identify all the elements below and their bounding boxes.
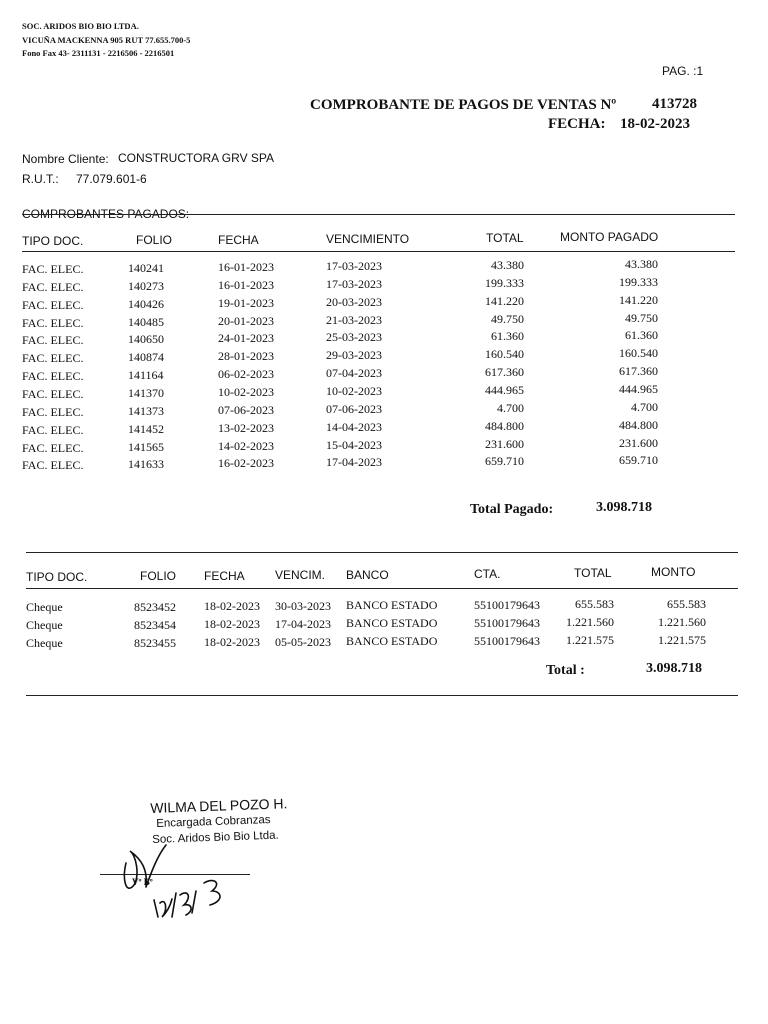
cell-folio: 8523455 — [134, 635, 176, 650]
cell-folio: 8523452 — [134, 599, 176, 614]
cell-monto: 1.221.560 — [658, 614, 706, 629]
cell-monto-pagado: 444.965 — [619, 381, 658, 396]
cell-total: 484.800 — [485, 418, 524, 433]
col-header-folio: FOLIO — [136, 233, 173, 247]
cell-monto: 655.583 — [667, 596, 706, 611]
cell-vencimiento: 14-04-2023 — [326, 419, 382, 434]
total-value: 3.098.718 — [646, 661, 702, 676]
cell-monto-pagado: 199.333 — [619, 274, 658, 289]
client-rut-label: R.U.T.: — [22, 172, 59, 186]
cell-banco: BANCO ESTADO — [346, 634, 438, 648]
cell-monto-pagado: 617.360 — [619, 364, 658, 379]
col-header-banco: BANCO — [346, 568, 389, 582]
cell-monto-pagado: 141.220 — [619, 292, 658, 307]
cell-total: 1.221.575 — [566, 633, 614, 647]
divider — [22, 214, 735, 215]
cell-monto: 1.221.575 — [658, 632, 706, 647]
cell-vencimiento: 07-06-2023 — [326, 401, 382, 416]
cell-folio: 140485 — [128, 314, 164, 329]
cell-vencimiento: 25-03-2023 — [326, 330, 382, 345]
cell-total: 617.360 — [485, 365, 524, 380]
cell-folio: 140273 — [128, 278, 164, 293]
client-rut: 77.079.601-6 — [76, 172, 147, 186]
cell-total: 1.221.560 — [566, 615, 614, 629]
cell-tipo-doc: FAC. ELEC. — [22, 262, 84, 276]
divider — [26, 695, 738, 696]
col-header-tipo-doc: TIPO DOC. — [26, 570, 88, 584]
col-header-fecha: FECHA — [218, 233, 259, 247]
cell-vencim: 05-05-2023 — [275, 634, 331, 649]
company-address: VICUÑA MACKENNA 905 RUT 77.655.700-5 — [22, 35, 191, 45]
cell-tipo-doc: FAC. ELEC. — [22, 315, 84, 330]
cell-monto-pagado: 231.600 — [619, 435, 658, 450]
document-title: COMPROBANTE DE PAGOS DE VENTAS Nº — [310, 97, 617, 113]
cell-total: 4.700 — [497, 400, 524, 415]
total-label: Total : — [546, 663, 585, 678]
cell-total: 61.360 — [491, 329, 524, 344]
cell-vencimiento: 21-03-2023 — [326, 312, 382, 327]
cell-folio: 140650 — [128, 332, 164, 347]
cell-vencimiento: 15-04-2023 — [326, 437, 382, 452]
cell-folio: 141164 — [128, 368, 164, 383]
col-header-folio: FOLIO — [140, 569, 177, 583]
cell-fecha: 20-01-2023 — [218, 313, 274, 328]
cell-folio: 141370 — [128, 385, 164, 400]
cell-tipo-doc: FAC. ELEC. — [22, 297, 84, 312]
cell-folio: 141565 — [128, 439, 164, 454]
cell-vencimiento: 29-03-2023 — [326, 348, 382, 363]
cell-cta: 55100179643 — [474, 597, 540, 612]
col-header-total: TOTAL — [574, 566, 612, 580]
cell-tipo-doc: Cheque — [26, 618, 63, 632]
cell-fecha: 19-01-2023 — [218, 295, 274, 310]
cell-fecha: 18-02-2023 — [204, 599, 260, 613]
divider — [26, 588, 738, 589]
company-name: SOC. ARIDOS BIO BIO LTDA. — [22, 21, 139, 31]
page-number: PAG. :1 — [662, 64, 704, 78]
cell-cta: 55100179643 — [474, 633, 540, 648]
cell-folio: 8523454 — [134, 617, 176, 632]
cell-fecha: 28-01-2023 — [218, 349, 274, 364]
cell-tipo-doc: FAC. ELEC. — [22, 351, 84, 366]
cell-tipo-doc: FAC. ELEC. — [22, 279, 84, 294]
total-pagado-value: 3.098.718 — [596, 500, 652, 515]
cell-fecha: 18-02-2023 — [204, 617, 260, 631]
handwritten-signature-icon — [96, 825, 266, 935]
divider — [22, 251, 735, 252]
cell-vencimiento: 17-03-2023 — [326, 259, 382, 273]
cell-fecha: 06-02-2023 — [218, 367, 274, 382]
cell-folio: 140426 — [128, 296, 164, 311]
cell-folio: 140241 — [128, 261, 164, 275]
cell-vencim: 17-04-2023 — [275, 616, 331, 631]
divider — [26, 552, 738, 553]
cell-total: 49.750 — [491, 311, 524, 326]
cell-fecha: 16-01-2023 — [218, 260, 274, 274]
cell-fecha: 10-02-2023 — [218, 384, 274, 399]
cell-monto-pagado: 43.380 — [625, 257, 658, 271]
col-header-fecha: FECHA — [204, 569, 245, 583]
cell-vencimiento: 20-03-2023 — [326, 294, 382, 309]
company-phone: Fono Fax 43- 2311131 - 2216506 - 2216501 — [22, 48, 175, 58]
cell-fecha: 18-02-2023 — [204, 635, 260, 649]
cell-banco: BANCO ESTADO — [346, 616, 438, 630]
col-header-monto: MONTO — [651, 565, 696, 579]
cell-total: 444.965 — [485, 382, 524, 397]
cell-fecha: 07-06-2023 — [218, 402, 274, 417]
cell-tipo-doc: FAC. ELEC. — [22, 386, 84, 401]
cell-monto-pagado: 61.360 — [625, 328, 658, 343]
cell-fecha: 16-02-2023 — [218, 456, 274, 471]
cell-tipo-doc: FAC. ELEC. — [22, 422, 84, 437]
cell-tipo-doc: FAC. ELEC. — [22, 440, 84, 455]
col-header-tipo-doc: TIPO DOC. — [22, 234, 84, 248]
fecha-value: 18-02-2023 — [620, 116, 690, 132]
cell-folio: 141373 — [128, 403, 164, 418]
cell-total: 160.540 — [485, 347, 524, 362]
cell-monto-pagado: 484.800 — [619, 417, 658, 432]
cell-monto-pagado: 160.540 — [619, 346, 658, 361]
cell-total: 141.220 — [485, 293, 524, 308]
table-row — [0, 632, 768, 654]
cell-tipo-doc: FAC. ELEC. — [22, 369, 84, 384]
cell-folio: 141633 — [128, 457, 164, 472]
col-header-total: TOTAL — [486, 231, 524, 245]
cell-fecha: 13-02-2023 — [218, 420, 274, 435]
cell-vencimiento: 10-02-2023 — [326, 383, 382, 398]
client-name-label: Nombre Cliente: — [22, 152, 109, 166]
cell-total: 43.380 — [491, 258, 524, 272]
col-header-vencim: VENCIM. — [275, 568, 326, 582]
cell-total: 655.583 — [575, 597, 614, 611]
cell-cta: 55100179643 — [474, 615, 540, 630]
cell-tipo-doc: FAC. ELEC. — [22, 333, 84, 348]
fecha-label: FECHA: — [548, 116, 606, 132]
cell-vencimiento: 17-04-2023 — [326, 455, 382, 470]
section-title-comprobantes: COMPROBANTES PAGADOS: — [22, 207, 190, 221]
cell-monto-pagado: 49.750 — [625, 310, 658, 325]
cell-total: 231.600 — [485, 436, 524, 451]
vb-label: Vº Bº — [132, 877, 153, 887]
document-number: 413728 — [652, 96, 697, 112]
cell-monto-pagado: 4.700 — [631, 399, 658, 414]
col-header-vencimiento: VENCIMIENTO — [326, 232, 410, 246]
signature-role: Encargada Cobranzas — [156, 814, 271, 830]
signature-company: Soc. Aridos Bio Bio Ltda. — [152, 829, 279, 846]
cell-folio: 140874 — [128, 350, 164, 365]
cell-banco: BANCO ESTADO — [346, 598, 438, 612]
cell-fecha: 24-01-2023 — [218, 331, 274, 346]
col-header-cta: CTA. — [474, 567, 501, 581]
cell-fecha: 14-02-2023 — [218, 438, 274, 453]
cell-tipo-doc: Cheque — [26, 600, 63, 614]
cell-fecha: 16-01-2023 — [218, 277, 274, 292]
cell-tipo-doc: Cheque — [26, 636, 63, 650]
signature-name: WILMA DEL POZO H. — [150, 795, 288, 816]
cell-total: 659.710 — [485, 454, 524, 469]
table-row — [0, 453, 768, 476]
cell-tipo-doc: FAC. ELEC. — [22, 458, 84, 473]
cell-total: 199.333 — [485, 275, 524, 290]
cell-vencim: 30-03-2023 — [275, 598, 331, 613]
col-header-monto-pagado: MONTO PAGADO — [560, 230, 659, 244]
total-pagado-label: Total Pagado: — [470, 502, 554, 517]
client-name: CONSTRUCTORA GRV SPA — [118, 151, 275, 165]
cell-tipo-doc: FAC. ELEC. — [22, 404, 84, 419]
cell-monto-pagado: 659.710 — [619, 453, 658, 468]
cell-vencimiento: 07-04-2023 — [326, 366, 382, 381]
cell-vencimiento: 17-03-2023 — [326, 276, 382, 291]
cell-folio: 141452 — [128, 421, 164, 436]
